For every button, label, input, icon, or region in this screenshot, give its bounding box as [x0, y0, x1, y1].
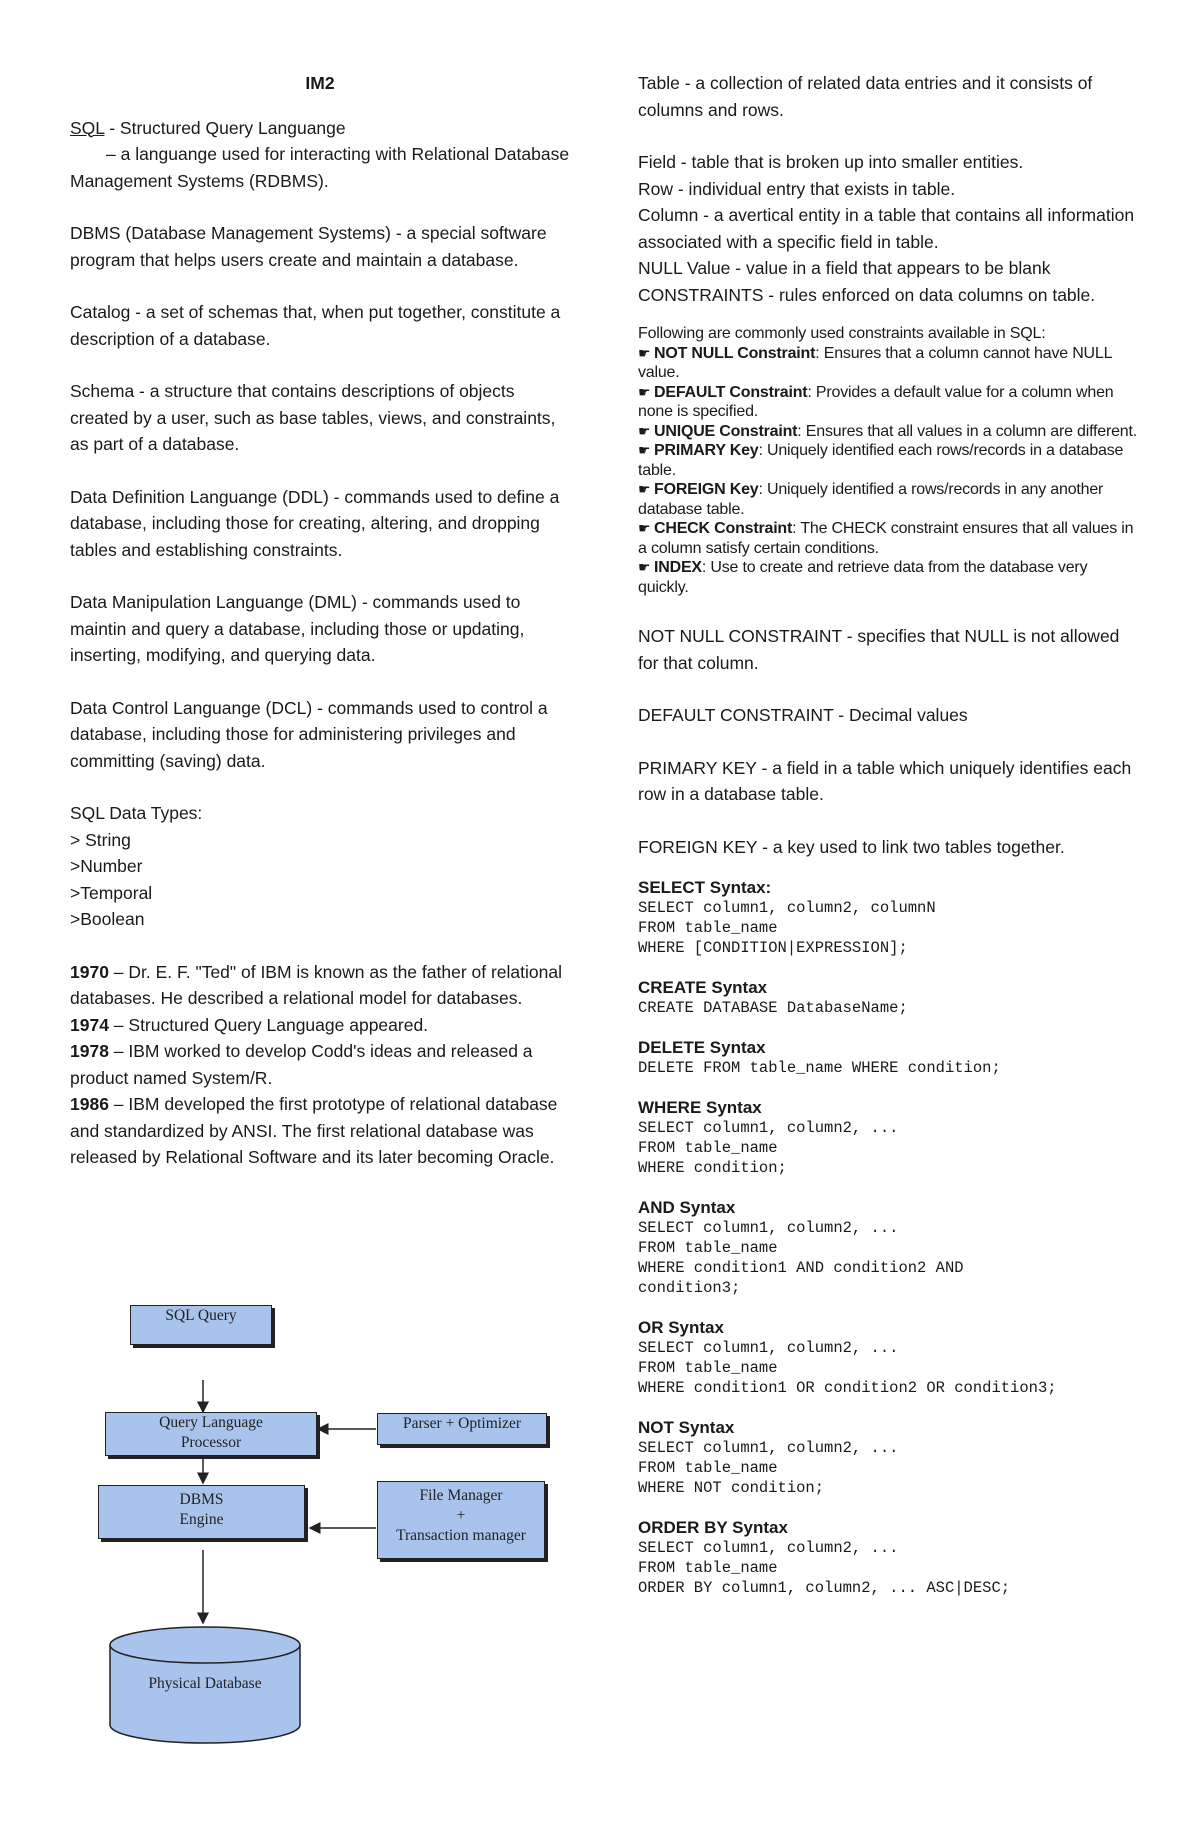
parser-optimizer-box: [377, 1413, 547, 1445]
syntax-title: NOT Syntax: [638, 1418, 735, 1437]
constraint-desc: : Uniquely identified each rows/records in a database table.: [638, 442, 1124, 479]
right-column: [638, 70, 1138, 1618]
fm-label-line1: File Manager: [419, 1487, 503, 1504]
sql-query-label: SQL Query: [165, 1307, 237, 1324]
left-column: [70, 70, 570, 1197]
column-definition: Column - a avertical entity in a table that contains all information associated with a specific field in table.: [638, 205, 1135, 252]
constraint-item: [638, 422, 1138, 442]
syntax-title: CREATE Syntax: [638, 978, 768, 997]
data-type-item: >Number: [70, 856, 143, 876]
sql-definition: [70, 115, 570, 195]
schema-definition: Schema - a structure that contains descriptions of objects created by a user, such as base tables, views, and constraints, as part of a database.: [70, 381, 556, 454]
field-definition: Field - table that is broken up into smaller entities.: [638, 152, 1024, 172]
pointing-hand-icon: ☛: [638, 520, 651, 536]
constraint-desc: : Ensures that all values in a column are different.: [797, 422, 1137, 440]
constraint-desc: : Uniquely identified a rows/records in any another database table.: [638, 481, 1104, 518]
default-definition: DEFAULT CONSTRAINT - Decimal values: [638, 705, 968, 725]
history-item: [70, 959, 570, 1012]
sql-query-box: [130, 1305, 272, 1345]
data-type-item: >Boolean: [70, 909, 145, 929]
constraint-desc: : Use to create and retrieve data from the database very quickly.: [638, 559, 1088, 596]
fm-label-line2: +: [456, 1507, 466, 1524]
terms-block: [638, 149, 1138, 308]
history-item: [70, 1012, 570, 1039]
data-types-heading: SQL Data Types:: [70, 803, 203, 823]
constraint-name: DEFAULT Constraint: [654, 383, 808, 401]
dbms-engine-box: [98, 1485, 305, 1539]
dbms-architecture-diagram: [90, 1305, 560, 1745]
constraint-name: PRIMARY Key: [654, 442, 759, 459]
constraint-item: [638, 383, 1138, 422]
dcl-definition: Data Control Languange (DCL) - commands used to control a database, including those for administering privileges and committing (saving) data.: [70, 697, 548, 771]
pointing-hand-icon: ☛: [638, 344, 651, 361]
sql-def: - Structured Query Languange: [104, 117, 346, 138]
constraint-name: INDEX: [654, 559, 702, 576]
constraint-item: [638, 558, 1138, 597]
pointing-hand-icon: ☛: [638, 383, 651, 400]
pointing-hand-icon: ☛: [638, 559, 651, 575]
processor-label-line1: Query Language: [159, 1414, 263, 1431]
constraint-desc: : Ensures that a column cannot have NULL value.: [638, 344, 1112, 381]
constraint-item: [638, 441, 1138, 480]
constraint-item: [638, 344, 1138, 383]
constraint-desc: : The CHECK constraint ensures that all values in a column satisfy certain conditions.: [638, 520, 1134, 557]
constraints-definition: CONSTRAINTS - rules enforced on data columns on table.: [638, 284, 1096, 305]
history-year: 1978: [70, 1041, 109, 1061]
syntax-block: [638, 1418, 1138, 1498]
history: [70, 959, 570, 1171]
syntax-code: SELECT column1, column2, columnN FROM table_name WHERE [CONDITION|EXPRESSION];: [638, 899, 936, 957]
syntax-block: [638, 1318, 1138, 1398]
pointing-hand-icon: ☛: [638, 422, 651, 439]
syntax-block: [638, 978, 1138, 1018]
syntax-title: DELETE Syntax: [638, 1038, 766, 1057]
syntax-title: ORDER BY Syntax: [638, 1518, 788, 1537]
syntax-block: [638, 1198, 1138, 1298]
constraint-desc: : Provides a default value for a column when none is specified.: [638, 383, 1114, 420]
constraint-name: FOREIGN Key: [654, 481, 759, 498]
syntax-code: SELECT column1, column2, ... FROM table_name WHERE condition1 OR condition2 OR condition3;: [638, 1339, 1057, 1397]
syntax-code: SELECT column1, column2, ... FROM table_name ORDER BY column1, column2, ... ASC|DESC;: [638, 1539, 1011, 1597]
syntax-code: SELECT column1, column2, ... FROM table_name WHERE NOT condition;: [638, 1439, 899, 1497]
constraint-item: [638, 480, 1138, 519]
syntax-title: SELECT Syntax:: [638, 878, 772, 897]
syntax-title: WHERE Syntax: [638, 1098, 762, 1117]
syntax-block: [638, 1038, 1138, 1078]
history-text: – Structured Query Language appeared.: [108, 1014, 429, 1035]
physical-database-label: Physical Database: [148, 1675, 262, 1692]
syntax-title: AND Syntax: [638, 1198, 736, 1217]
syntax-code: CREATE DATABASE DatabaseName;: [638, 999, 908, 1017]
engine-label-line1: DBMS: [179, 1491, 224, 1508]
syntax-title: OR Syntax: [638, 1318, 724, 1337]
history-item: [70, 1091, 570, 1171]
history-year: 1974: [70, 1014, 109, 1035]
parser-label: Parser + Optimizer: [402, 1415, 522, 1432]
history-item: [70, 1038, 570, 1091]
data-types: [70, 800, 570, 933]
syntax-code: SELECT column1, column2, ... FROM table_name WHERE condition;: [638, 1119, 899, 1177]
history-year: 1970: [70, 961, 109, 982]
constraints-intro: Following are commonly used constraints available in SQL:: [638, 325, 1046, 342]
engine-label-line2: Engine: [179, 1511, 224, 1528]
syntax-block: [638, 878, 1138, 958]
query-processor-box: [105, 1412, 317, 1456]
foreign-key-definition: FOREIGN KEY - a key used to link two tables together.: [638, 836, 1065, 857]
fm-label-line3: Transaction manager: [396, 1527, 526, 1544]
processor-label-line2: Processor: [180, 1434, 242, 1451]
constraint-name: NOT NULL Constraint: [654, 344, 816, 362]
dml-definition: Data Manipulation Languange (DML) - commands used to maintin and query a database, including those or updating, inserting, modifying, and querying data.: [70, 592, 525, 665]
null-value-definition: NULL Value - value in a field that appears to be blank: [638, 258, 1051, 278]
history-year: 1986: [70, 1094, 109, 1114]
file-transaction-manager-box: [377, 1481, 545, 1559]
pointing-hand-icon: ☛: [638, 481, 651, 497]
constraint-item: [638, 519, 1138, 558]
constraint-name: CHECK Constraint: [654, 520, 793, 537]
constraint-name: UNIQUE Constraint: [654, 422, 798, 440]
history-text: – IBM developed the first prototype of relational database and standardized by ANSI. The first relational database was released by Relational Software and its later becoming Oracle.: [70, 1094, 558, 1167]
primary-key-definition: PRIMARY KEY - a field in a table which uniquely identifies each row in a database table.: [638, 757, 1132, 804]
row-definition: Row - individual entry that exists in table.: [638, 178, 956, 199]
data-type-item: >Temporal: [70, 882, 153, 903]
history-text: – IBM worked to develop Codd's ideas and released a product named System/R.: [70, 1041, 533, 1088]
catalog-definition: Catalog - a set of schemas that, when put together, constitute a description of a database.: [70, 302, 561, 349]
table-definition: Table - a collection of related data entries and it consists of columns and rows.: [638, 73, 1093, 120]
not-null-definition: NOT NULL CONSTRAINT - specifies that NULL is not allowed for that column.: [638, 626, 1120, 673]
syntax-code: DELETE FROM table_name WHERE condition;: [638, 1059, 1001, 1077]
pointing-hand-icon: ☛: [638, 442, 651, 458]
syntax-code: SELECT column1, column2, ... FROM table_name WHERE condition1 AND condition2 AND condition3;: [638, 1219, 964, 1297]
page-title: IM2: [305, 73, 335, 93]
dbms-definition: DBMS (Database Management Systems) - a special software program that helps users create and maintain a database.: [70, 223, 547, 270]
ddl-definition: Data Definition Languange (DDL) - commands used to define a database, including those for creating, altering, and dropping tables and establishing constraints.: [70, 486, 560, 560]
history-text: – Dr. E. F. "Ted" of IBM is known as the father of relational databases. He described a relational model for databases.: [70, 961, 562, 1008]
sql-term: SQL: [70, 117, 105, 138]
syntax-block: [638, 1098, 1138, 1178]
syntax-block: [638, 1518, 1138, 1598]
sql-def2: – a languange used for interacting with Relational Database Management Systems (RDBMS).: [70, 144, 570, 191]
data-type-item: > String: [70, 829, 131, 850]
constraints-list: [638, 324, 1138, 597]
